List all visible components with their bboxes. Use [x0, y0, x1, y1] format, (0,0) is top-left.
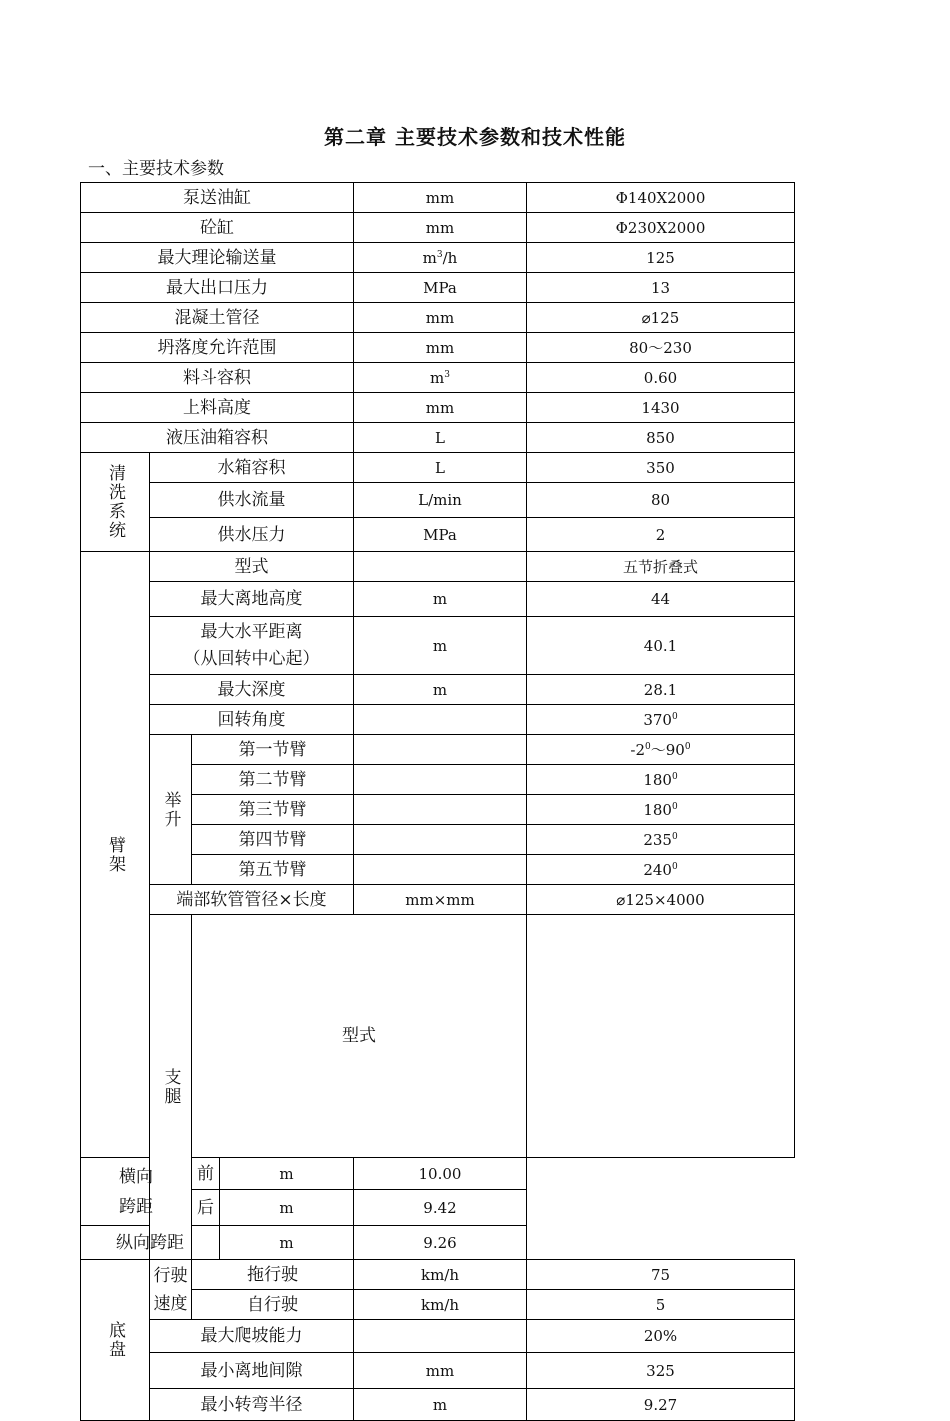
param-value: 350 [527, 453, 795, 483]
table-row [81, 333, 795, 363]
param-unit: m [220, 1158, 354, 1190]
param-name: 端部软管管径×长度 [150, 885, 354, 915]
param-value: Φ140X2000 [527, 183, 795, 213]
param-name: 型式 [150, 552, 354, 582]
table-row [81, 1260, 795, 1290]
param-unit: m [354, 1389, 527, 1421]
param-unit: L [354, 453, 527, 483]
param-name: 泵送油缸 [81, 183, 354, 213]
group-label-outrigger: 支腿 [150, 915, 192, 1260]
table-row [81, 1226, 795, 1260]
group-label-lateral-span: 横向 跨距 [81, 1158, 192, 1226]
param-unit: m [220, 1226, 354, 1260]
param-value: 28.1 [527, 675, 795, 705]
param-name: 拖行驶 [192, 1260, 354, 1290]
table-row [81, 705, 795, 735]
table-row [81, 273, 795, 303]
param-unit: m [354, 617, 527, 675]
param-name: 上料高度 [81, 393, 354, 423]
param-value: 9.26 [354, 1226, 527, 1260]
param-value: 20% [527, 1320, 795, 1353]
param-value: $-2^0\sim 90^0$ [527, 735, 795, 765]
param-value: $235^0$ [527, 825, 795, 855]
param-name: 最大水平距离 （从回转中心起） [150, 617, 354, 675]
table-row [81, 1389, 795, 1421]
param-value: 1430 [527, 393, 795, 423]
param-value: $180^0$ [527, 795, 795, 825]
param-value: $370^0$ [527, 705, 795, 735]
param-name: 第四节臂 [192, 825, 354, 855]
table-row [81, 617, 795, 675]
table-row [81, 393, 795, 423]
param-value: $240^0$ [527, 855, 795, 885]
param-value: 125 [527, 243, 795, 273]
table-row [81, 885, 795, 915]
param-name: 液压油箱容积 [81, 423, 354, 453]
param-unit: mm [354, 393, 527, 423]
table-row [81, 582, 795, 617]
param-value: 40.1 [527, 617, 795, 675]
table-row [81, 1158, 795, 1190]
table-row [81, 735, 795, 765]
param-unit: m [354, 675, 527, 705]
param-unit [354, 795, 527, 825]
param-value: 850 [527, 423, 795, 453]
param-unit: mm [354, 183, 527, 213]
spec-table [80, 182, 795, 1421]
param-unit: mm×mm [354, 885, 527, 915]
table-row [81, 243, 795, 273]
param-unit: mm [354, 1353, 527, 1389]
param-value: 44 [527, 582, 795, 617]
param-unit: $m^3$ [354, 363, 527, 393]
param-value: 5 [527, 1290, 795, 1320]
param-unit: MPa [354, 518, 527, 552]
table-row [81, 675, 795, 705]
param-unit [354, 735, 527, 765]
param-name: 最大爬坡能力 [150, 1320, 354, 1353]
param-unit [354, 552, 527, 582]
param-unit: MPa [354, 273, 527, 303]
param-name: 最大理论输送量 [81, 243, 354, 273]
group-label-speed: 行驶 速度 [150, 1260, 192, 1320]
param-name: 前 [192, 1158, 220, 1190]
param-unit: L [354, 423, 527, 453]
param-name: 坍落度允许范围 [81, 333, 354, 363]
param-value: 2 [527, 518, 795, 552]
param-value: ⌀125 [527, 303, 795, 333]
param-value: ⌀125×4000 [527, 885, 795, 915]
param-unit: $m^3/h$ [354, 243, 527, 273]
param-unit [354, 705, 527, 735]
param-name: 第三节臂 [192, 795, 354, 825]
param-unit [354, 825, 527, 855]
param-unit [354, 1320, 527, 1353]
param-unit: km/h [354, 1260, 527, 1290]
table-row [81, 453, 795, 483]
param-name: 最大离地高度 [150, 582, 354, 617]
page-title: 第二章 主要技术参数和技术性能 [324, 125, 626, 149]
table-row [81, 423, 795, 453]
param-name: 第一节臂 [192, 735, 354, 765]
param-name: 最小转弯半径 [150, 1389, 354, 1421]
table-row [81, 1320, 795, 1353]
param-name: 型式 [192, 915, 527, 1158]
param-value: 80～230 [527, 333, 795, 363]
section-heading: 一、主要技术参数 [88, 159, 224, 179]
param-name: 自行驶 [192, 1290, 354, 1320]
table-row [81, 1353, 795, 1389]
param-name: 料斗容积 [81, 363, 354, 393]
param-name: 最小离地间隙 [150, 1353, 354, 1389]
param-unit: L/min [354, 483, 527, 518]
param-name: 后 [192, 1190, 220, 1226]
param-name: 第二节臂 [192, 765, 354, 795]
param-name: 供水流量 [150, 483, 354, 518]
param-unit: mm [354, 333, 527, 363]
param-value: 五节折叠式 [527, 552, 795, 582]
param-value: 325 [527, 1353, 795, 1389]
param-unit: m [220, 1190, 354, 1226]
param-name: 砼缸 [81, 213, 354, 243]
param-value: 75 [527, 1260, 795, 1290]
param-name: 最大出口压力 [81, 273, 354, 303]
param-name: 回转角度 [150, 705, 354, 735]
table-row [81, 518, 795, 552]
param-value: 9.42 [354, 1190, 527, 1226]
param-name: 供水压力 [150, 518, 354, 552]
param-value: Φ230X2000 [527, 213, 795, 243]
param-unit [354, 765, 527, 795]
table-row [81, 183, 795, 213]
group-label-lift: 举升 [150, 735, 192, 885]
param-name: 纵向跨距 [81, 1226, 220, 1260]
table-row [81, 213, 795, 243]
param-value: 0.60 [527, 363, 795, 393]
table-row [81, 363, 795, 393]
param-unit: mm [354, 303, 527, 333]
group-label-cleaning: 清洗系统 [81, 453, 150, 552]
param-value: 80 [527, 483, 795, 518]
param-unit: m [354, 582, 527, 617]
table-row [81, 552, 795, 582]
param-unit [527, 915, 795, 1158]
param-unit [354, 855, 527, 885]
param-name: 第五节臂 [192, 855, 354, 885]
group-label-chassis: 底盘 [81, 1260, 150, 1421]
group-label-boom: 臂架 [81, 552, 150, 1158]
param-value: 10.00 [354, 1158, 527, 1190]
param-value: $180^0$ [527, 765, 795, 795]
table-row [81, 303, 795, 333]
param-value: 13 [527, 273, 795, 303]
table-row [81, 483, 795, 518]
param-unit: km/h [354, 1290, 527, 1320]
param-name: 混凝土管径 [81, 303, 354, 333]
param-unit: mm [354, 213, 527, 243]
table-row [81, 915, 795, 1158]
param-name: 最大深度 [150, 675, 354, 705]
param-value: 9.27 [527, 1389, 795, 1421]
param-name: 水箱容积 [150, 453, 354, 483]
